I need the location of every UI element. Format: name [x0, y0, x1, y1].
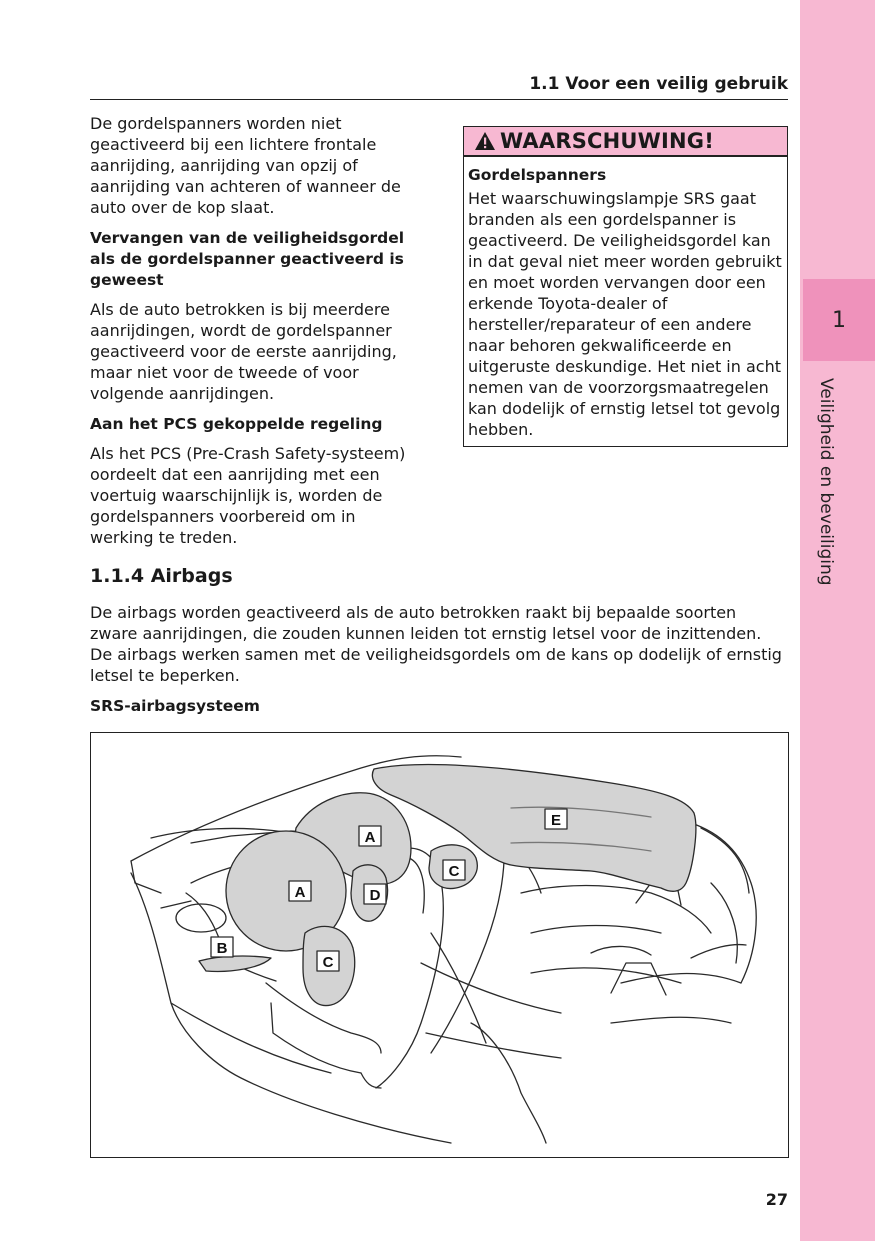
label-d — [364, 884, 386, 904]
paragraph-multiple-collisions: Als de auto betrokken is bij meerdere aanrijdingen, wordt de gordelspanner geactiveerd voor de eerste aanrijding, maar niet voor de tweede of voor volgende aanrijdingen. — [90, 300, 397, 403]
left-column — [90, 113, 420, 558]
rear-seats — [521, 881, 711, 995]
chapter-number: 1 — [832, 307, 846, 333]
label-a-driver — [289, 881, 311, 901]
label-a-driver-text: A — [294, 884, 306, 901]
page-number: 27 — [765, 1190, 788, 1209]
label-b-text: B — [216, 940, 228, 957]
label-a-passenger — [359, 826, 381, 846]
warning-subheading: Gordelspanners — [468, 166, 607, 184]
heading-pcs: Aan het PCS gekoppelde regeling — [90, 415, 383, 433]
label-c-rear-text: C — [448, 863, 460, 880]
warning-text: Het waarschuwingslampje SRS gaat branden als een gordelspanner is geactiveerd. De veiligheidsgordel kan in dat geval niet meer worden gebruikt en moet worden vervangen door een erkende Toyota-dealer of hersteller/reparateur of een andere naar behoren gekwalificeerde en uitgeruste deskundige. Het niet in acht nemen van de voorzorgsmaatregelen kan dodelijk of ernstig letsel tot gevolg hebben. — [468, 189, 782, 439]
chapter-number-tab[interactable] — [803, 279, 875, 361]
chapter-title: Veiligheid en beveiliging — [816, 378, 836, 586]
chapter-sidebar — [800, 0, 875, 1241]
label-d-text: D — [369, 887, 381, 904]
label-a-passenger-text: A — [364, 829, 376, 846]
heading-replace-belt: Vervangen van de veiligheidsgordel als de gordelspanner geactiveerd is geweest — [90, 229, 405, 289]
car-interior-illustration — [91, 733, 788, 1157]
label-e-text: E — [550, 812, 562, 829]
section-title: 1.1.4 Airbags — [90, 565, 233, 587]
srs-airbag-heading: SRS-airbagsysteem — [90, 697, 260, 715]
warning-title: WAARSCHUWING! — [500, 129, 715, 153]
warning-body — [464, 157, 787, 440]
knee-airbag — [199, 956, 271, 971]
label-c-front-text: C — [322, 954, 334, 971]
airbag-diagram — [90, 732, 789, 1158]
paragraph-pcs: Als het PCS (Pre-Crash Safety-systeem) oordeelt dat een aanrijding met een voertuig waarschijnlijk is, worden de gordelspanners voorbereid om in werking te treden. — [90, 444, 406, 547]
label-c-front — [317, 951, 339, 971]
running-header: 1.1 Voor een veilig gebruik — [90, 72, 788, 100]
warning-triangle-icon — [474, 131, 496, 151]
warning-box — [463, 126, 788, 447]
label-e — [545, 809, 567, 829]
label-c-rear — [443, 860, 465, 880]
airbags-intro: De airbags worden geactiveerd als de auto betrokken raakt bij bepaalde soorten zware aanrijdingen, die zouden kunnen leiden tot ernstig letsel voor de inzittenden. De airbags werken samen met de veiligheidsgordels om de kans op dodelijk of ernstig letsel te beperken. — [90, 603, 782, 685]
paragraph-pretensioners: De gordelspanners worden niet geactiveerd bij een lichtere frontale aanrijding, aanrijding van opzij of aanrijding van achteren of wanneer de auto over de kop slaat. — [90, 114, 401, 217]
warning-header — [464, 127, 787, 157]
label-b — [211, 937, 233, 957]
